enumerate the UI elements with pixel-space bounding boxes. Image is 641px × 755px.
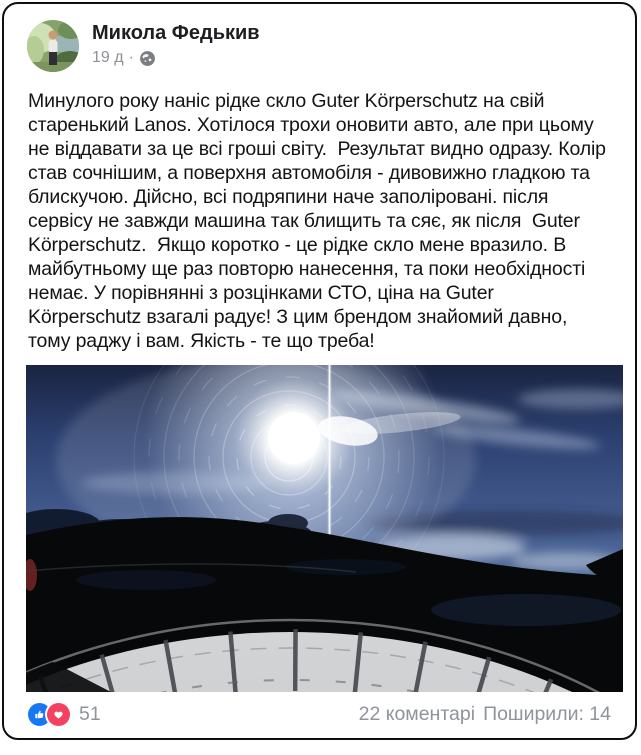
post-text: Минулого року наніс рідке скло Guter Körperschutz на свій старенький Lanos. Хотілося трохи оновити авто, але при цьому не віддавати за це всі гроші світу. Результат видно одразу. Колір став сочнішим, а поверхня автомобіля - дивовижно гладкою та блискучою. Дійсно, всі подряпини наче заполіровані. після сервісу не завжди машина так блищить та сяє, як після Guter Körperschutz. Якщо коротко - це рідке скло мене вразило. В майбутньому ще раз повторю нанесення, та поки необхідності немає. У порівнянні з розцінками СТО, ціна на Guter Körperschutz взагалі радує! З цим брендом знайомий давно, тому раджу і вам. Якість - те що треба! bbox=[28, 90, 612, 352]
meta-separator: · bbox=[128, 49, 134, 66]
reactions[interactable] bbox=[28, 703, 101, 726]
shares-count[interactable]: Поширили: 14 bbox=[483, 703, 611, 725]
avatar[interactable] bbox=[27, 20, 79, 72]
header-text bbox=[92, 20, 260, 72]
car-photo-image bbox=[26, 365, 623, 692]
post-header bbox=[4, 4, 635, 72]
avatar-image bbox=[27, 20, 79, 72]
globe-icon bbox=[139, 50, 156, 67]
car-photo[interactable] bbox=[26, 365, 613, 692]
timestamp[interactable]: 19 д bbox=[92, 49, 124, 66]
post-stats bbox=[359, 703, 611, 726]
post-card bbox=[2, 2, 637, 740]
reactions-count[interactable]: 51 bbox=[79, 703, 101, 725]
comments-count[interactable]: 22 коментарі bbox=[358, 703, 476, 725]
post-footer bbox=[4, 692, 635, 726]
author-name[interactable]: Микола Федькив bbox=[92, 22, 260, 44]
post-meta bbox=[92, 49, 260, 67]
heart-icon[interactable] bbox=[47, 703, 70, 726]
